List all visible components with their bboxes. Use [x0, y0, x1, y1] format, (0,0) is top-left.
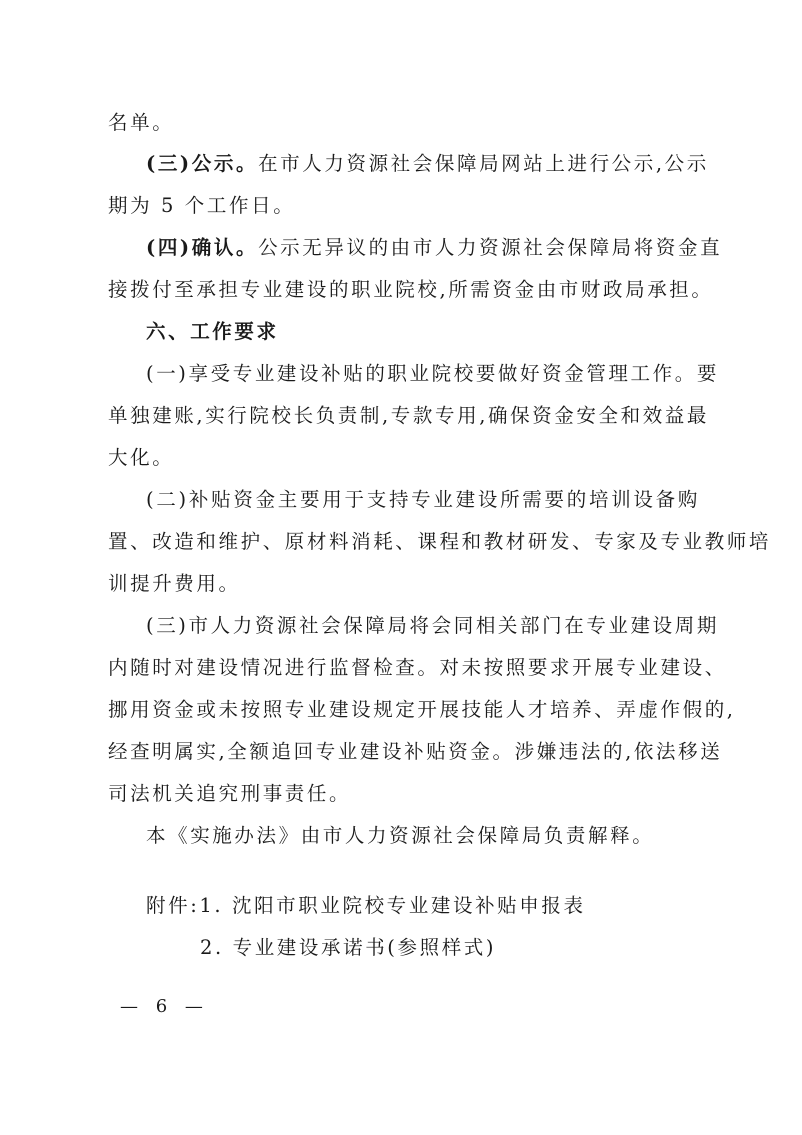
body-line: [108, 103, 700, 143]
body-line: [108, 522, 772, 562]
line-text: 挪用资金或未按照专业建设规定开展技能人才培养、弄虚作假的,: [108, 698, 736, 721]
body-line: [146, 606, 719, 646]
page-number: — 6 —: [120, 996, 209, 1017]
attachment-text: 2. 专业建设承诺书(参照样式): [200, 936, 497, 959]
line-text: 名单。: [108, 111, 175, 134]
line-text: 置、改造和维护、原材料消耗、课程和教材研发、专家及专业教师培: [108, 530, 772, 553]
body-line: [146, 816, 700, 856]
section-title: [146, 312, 700, 352]
section-title-text: 六、工作要求: [146, 320, 279, 343]
line-text: 司法机关追究刑事责任。: [108, 782, 352, 805]
body-line: [108, 564, 700, 604]
line-text: 大化。: [108, 446, 175, 469]
section-heading-line: [146, 144, 709, 184]
attachment-text: 附件:1. 沈阳市职业院校专业建设补贴申报表: [146, 894, 586, 917]
line-text: 在市人力资源社会保障局网站上进行公示,公示: [258, 152, 709, 175]
section-heading: (三)公示。: [146, 152, 259, 175]
line-text: 接拨付至承担专业建设的职业院校,所需资金由市财政局承担。: [108, 278, 714, 301]
line-text: (三)市人力资源社会保障局将会同相关部门在专业建设周期: [146, 614, 719, 637]
line-text: 内随时对建设情况进行监督检查。对未按照要求开展专业建设、: [108, 656, 727, 679]
body-line: [108, 732, 723, 772]
line-text: 经查明属实,全额追回专业建设补贴资金。涉嫌违法的,依法移送: [108, 740, 723, 763]
body-line: [146, 354, 719, 394]
line-text: 训提升费用。: [108, 572, 241, 595]
attachment-line-2: [200, 928, 500, 968]
body-line: [146, 480, 700, 520]
body-line: [108, 690, 736, 730]
attachment-line-1: [146, 886, 586, 926]
section-heading: (四)确认。: [146, 236, 259, 259]
line-text: (一)享受专业建设补贴的职业院校要做好资金管理工作。要: [146, 362, 719, 385]
body-line: [108, 648, 727, 688]
line-text: 单独建账,实行院校长负责制,专款专用,确保资金安全和效益最: [108, 404, 709, 427]
line-text: (二)补贴资金主要用于支持专业建设所需要的培训设备购: [146, 488, 700, 511]
line-text: 公示无异议的由市人力资源社会保障局将资金直: [258, 236, 723, 259]
line-text: 期为 5 个工作日。: [108, 194, 296, 217]
body-line: [108, 186, 700, 226]
section-heading-line: [146, 228, 723, 268]
body-line: [108, 438, 700, 478]
line-text: 本《实施办法》由市人力资源社会保障局负责解释。: [146, 824, 655, 847]
body-line: [108, 270, 714, 310]
body-line: [108, 396, 709, 436]
body-line: [108, 774, 700, 814]
